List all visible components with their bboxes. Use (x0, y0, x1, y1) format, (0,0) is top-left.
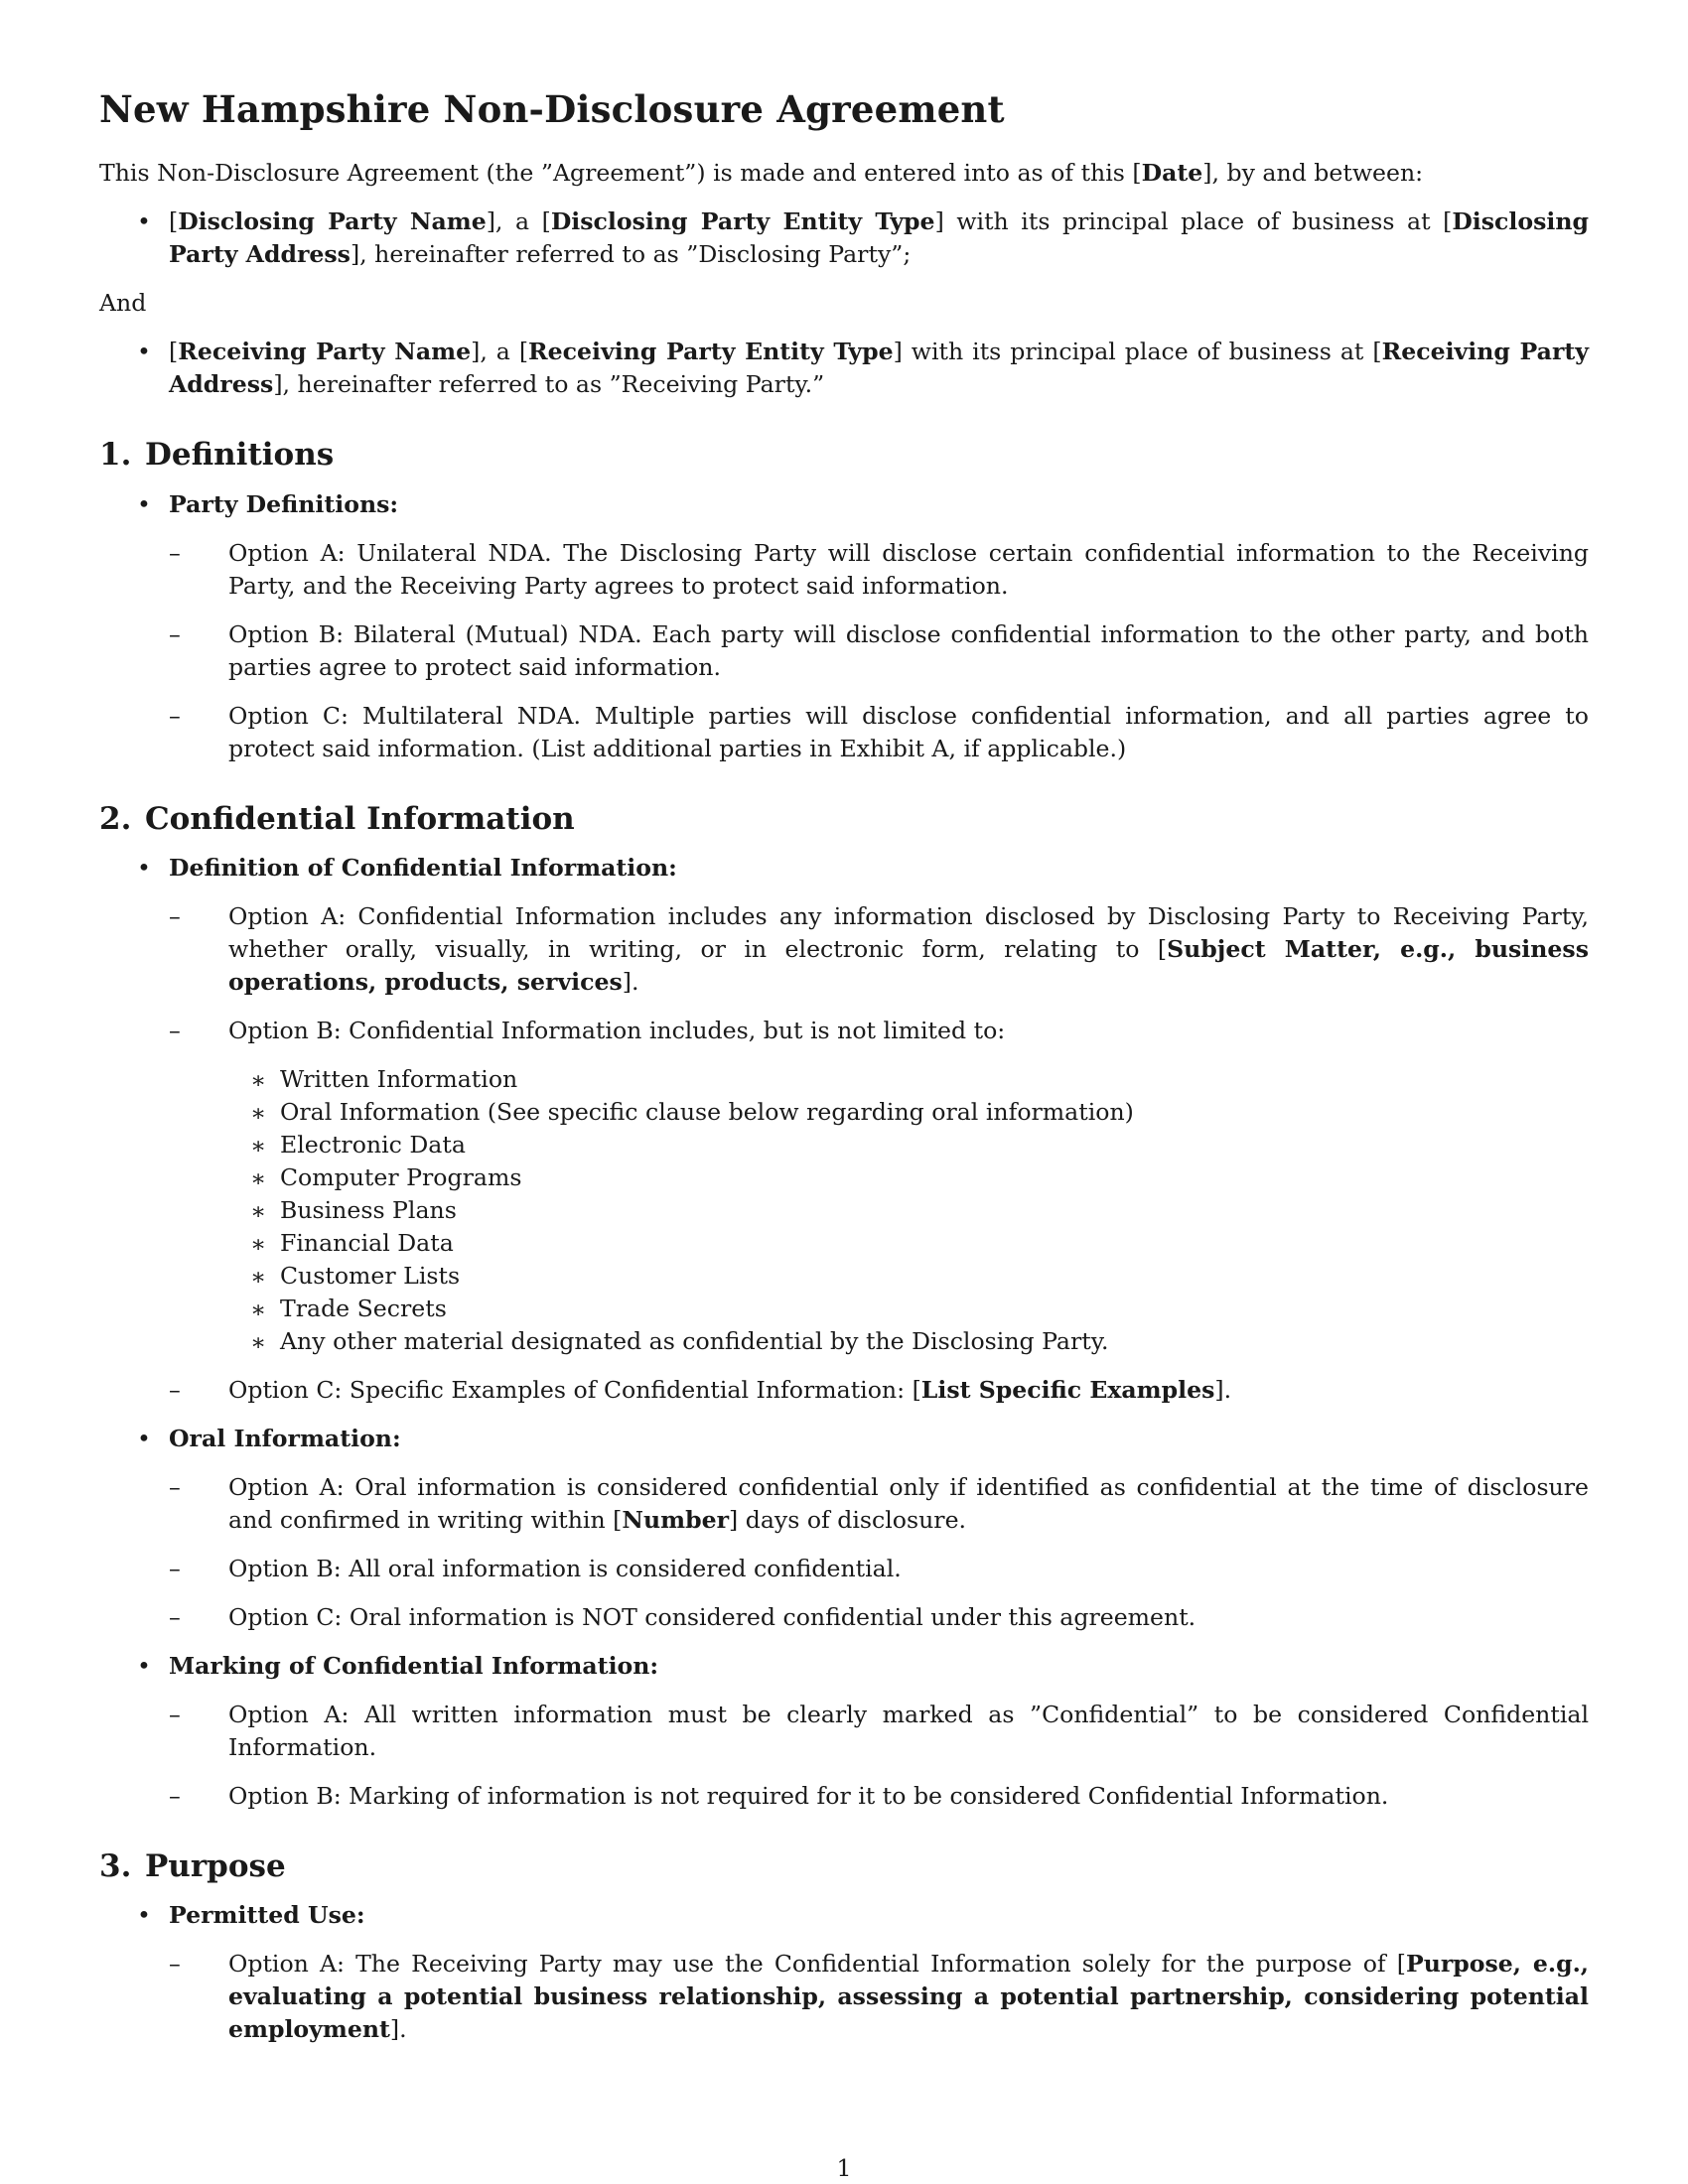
option-item: – Option B: Confidential Information includes, but is not limited to: ∗ Written Information ∗ Oral Information (See specific clause below regarding oral information) ∗ Electronic Data ∗ Computer Programs ∗ Business Plans ∗ Financial Data ∗ Customer Lists ∗ Trade Secrets ∗ Any other material designated as confidential by the Disclosing Party. (169, 1015, 1589, 1358)
purpose-list (99, 1899, 1589, 2046)
dash-marker: – (169, 1016, 181, 1044)
list-item: ∗ Computer Programs (228, 1161, 1589, 1194)
permitted-use-item (99, 1899, 1589, 2046)
option-item: – Option B: Marking of information is not required for it to be considered Confidential Information. (169, 1780, 1589, 1813)
marking-options (169, 1699, 1589, 1813)
option-item: – Option A: Oral information is considered confidential only if identified as confidential at the time of disclosure and confirmed in writing within [Number] days of disclosure. (169, 1472, 1589, 1534)
information-types-list (228, 1063, 1589, 1358)
oral-information-label: Oral Information: (169, 1424, 401, 1452)
receiving-party-list (99, 336, 1589, 401)
list-item: ∗ Oral Information (See specific clause below regarding oral information) (228, 1096, 1589, 1129)
and-text: And (99, 289, 147, 318)
dash-marker: – (169, 701, 181, 730)
document-page (99, 87, 1589, 2062)
marking-item (99, 1650, 1589, 1813)
option-item: – Option C: Specific Examples of Confidential Information: [List Specific Examples]. (169, 1374, 1589, 1407)
bullet-marker: • (137, 207, 151, 236)
bullet-marker: • (137, 489, 151, 518)
option-item: – Option B: Bilateral (Mutual) NDA. Each party will disclose confidential information to the other party, and both parties agree to protect said information. (169, 619, 1589, 681)
option-item: – Option C: Multilateral NDA. Multiple parties will disclose confidential information, and all parties agree to protect said information. (List additional parties in Exhibit A, if applicable.) (169, 701, 1589, 762)
bullet-marker: • (137, 338, 151, 366)
specific-examples-placeholder: List Specific Examples (920, 1375, 1215, 1404)
star-marker: ∗ (250, 1065, 267, 1094)
star-marker: ∗ (250, 1163, 267, 1192)
section-heading-confidential-information: 2. Confidential Information (99, 800, 575, 837)
star-marker: ∗ (250, 1229, 267, 1258)
oral-information-options (169, 1471, 1589, 1634)
party-definitions-label: Party Definitions: (169, 489, 399, 518)
list-item: ∗ Financial Data (228, 1227, 1589, 1260)
permitted-use-label: Permitted Use: (169, 1900, 365, 1929)
definition-label: Definition of Confidential Information: (169, 853, 677, 882)
dash-marker: – (169, 1700, 181, 1728)
dash-marker: – (169, 901, 181, 930)
dash-marker: – (169, 538, 181, 567)
dash-marker: – (169, 1602, 181, 1631)
star-marker: ∗ (250, 1295, 267, 1323)
star-marker: ∗ (250, 1196, 267, 1225)
date-placeholder: Date (1141, 159, 1203, 188)
disclosing-party-address-placeholder: Disclosing Party Address (169, 207, 1590, 269)
definition-options (169, 900, 1589, 1407)
option-item: – Option A: Confidential Information includes any information disclosed by Disclosing Party to Receiving Party, whether orally, visually, in writing, or in electronic form, relating to [Subject Matter, e.g., business operations, products, services]. (169, 901, 1590, 996)
star-marker: ∗ (250, 1098, 267, 1127)
option-item: – Option B: All oral information is considered confidential. (169, 1553, 1589, 1585)
confidential-information-list (99, 852, 1589, 1813)
option-item: – Option A: All written information must be clearly marked as ”Confidential” to be considered Confidential Information. (169, 1700, 1589, 1761)
intro-paragraph: This Non-Disclosure Agreement (the ”Agreement”) is made and entered into as of this [Date], by and between: (99, 159, 1424, 188)
definition-item (99, 852, 1589, 1407)
bullet-marker: • (137, 1900, 151, 1929)
number-placeholder: Number (622, 1505, 730, 1534)
disclosing-party-name-placeholder: Disclosing Party Name (178, 207, 487, 236)
definitions-list (99, 488, 1589, 765)
list-item: ∗ Electronic Data (228, 1129, 1589, 1161)
page-number: 1 (836, 2154, 852, 2182)
disclosing-party-list (99, 205, 1589, 271)
dash-marker: – (169, 1949, 181, 1978)
list-item: ∗ Trade Secrets (228, 1293, 1589, 1325)
disclosing-party-item: • [Disclosing Party Name], a [Disclosing Party Entity Type] with its principal place of business at [Disclosing Party Address], hereinafter referred to as ”Disclosing Party”; (137, 207, 1590, 269)
star-marker: ∗ (250, 1262, 267, 1291)
option-item: – Option A: Unilateral NDA. The Disclosing Party will disclose certain confidential information to the Receiving Party, and the Receiving Party agrees to protect said information. (169, 538, 1589, 600)
list-item: ∗ Any other material designated as confidential by the Disclosing Party. (228, 1325, 1589, 1358)
permitted-use-options (169, 1948, 1589, 2046)
oral-information-item (99, 1423, 1589, 1634)
document-title: New Hampshire Non-Disclosure Agreement (99, 87, 1005, 131)
dash-marker: – (169, 1781, 181, 1810)
party-definitions-item (99, 488, 1589, 765)
dash-marker: – (169, 619, 181, 648)
subject-matter-placeholder: Subject Matter, e.g., business operations, products, services (228, 934, 1590, 996)
option-item: – Option C: Oral information is NOT considered confidential under this agreement. (169, 1601, 1589, 1634)
star-marker: ∗ (250, 1327, 267, 1356)
receiving-party-address-placeholder: Receiving Party Address (169, 338, 1589, 399)
disclosing-party-type-placeholder: Disclosing Party Entity Type (550, 207, 935, 236)
receiving-party-item: • [Receiving Party Name], a [Receiving Party Entity Type] with its principal place of business at [Receiving Party Address], hereinafter referred to as ”Receiving Party.” (137, 338, 1589, 399)
list-item: ∗ Customer Lists (228, 1260, 1589, 1293)
star-marker: ∗ (250, 1131, 267, 1160)
section-heading-definitions: 1. Definitions (99, 437, 335, 474)
receiving-party-type-placeholder: Receiving Party Entity Type (528, 338, 894, 366)
marking-label: Marking of Confidential Information: (169, 1651, 659, 1680)
option-item: – Option A: The Receiving Party may use the Confidential Information solely for the purpose of [Purpose, e.g., evaluating a potential business relationship, assessing a potential partnership, considering potential employment]. (169, 1949, 1589, 2043)
party-definitions-options (169, 537, 1589, 765)
bullet-marker: • (137, 1424, 151, 1452)
bullet-marker: • (137, 853, 151, 882)
list-item: ∗ Business Plans (228, 1194, 1589, 1227)
purpose-placeholder: Purpose, e.g., evaluating a potential business relationship, assessing a potential partnership, considering potential employment (228, 1949, 1589, 2043)
receiving-party-name-placeholder: Receiving Party Name (178, 338, 472, 366)
section-heading-purpose: 3. Purpose (99, 1847, 286, 1884)
dash-marker: – (169, 1375, 181, 1404)
list-item: ∗ Written Information (228, 1063, 1589, 1096)
dash-marker: – (169, 1472, 181, 1501)
dash-marker: – (169, 1554, 181, 1582)
bullet-marker: • (137, 1651, 151, 1680)
